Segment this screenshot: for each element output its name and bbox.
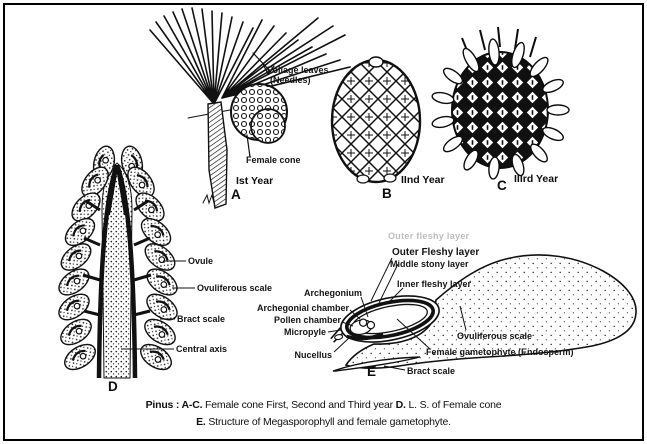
- label-ovule: Ovule: [188, 256, 214, 266]
- label-foliage-leaves-line1: Foliage leaves: [267, 65, 329, 75]
- panel-c-cone-drawing: [431, 27, 569, 179]
- label-middle-stony-layer: Middle stony layer: [390, 259, 469, 269]
- label-micropyle: Micropyle: [283, 327, 326, 337]
- panel-letter-c: C: [497, 178, 507, 193]
- panel-letter-b: B: [382, 186, 392, 201]
- label-archegonium: Archegonium: [303, 288, 362, 298]
- stem-base-stubs: [203, 195, 214, 203]
- label-iiird-year: IIIrd Year: [514, 173, 559, 185]
- label-ghost-outer-fleshy: Outer fleshy layer: [388, 231, 470, 241]
- label-needles-line2: (Needles): [270, 75, 311, 86]
- label-iind-year: IInd Year: [401, 174, 445, 186]
- caption-e-bold: E.: [196, 416, 206, 428]
- label-female-cone: Female cone: [246, 155, 301, 165]
- caption-text-1: Female cone First, Second and Third year: [202, 399, 396, 411]
- panel-letter-d: D: [108, 379, 118, 394]
- label-foliage-leaves: [267, 65, 329, 86]
- panel-letter-e: E: [367, 364, 377, 379]
- label-archegonial-chamber: Archegonial chamber: [256, 303, 349, 313]
- caption-d-bold: D.: [395, 399, 406, 411]
- panel-d-ls-cone-drawing: [54, 144, 195, 378]
- caption-line-2: [0, 414, 647, 431]
- caption-text-3: Structure of Megasporophyll and female gametophyte.: [205, 416, 451, 428]
- central-axis-column: [102, 163, 132, 378]
- label-outer-fleshy-layer: Outer Fleshy layer: [392, 247, 480, 258]
- label-nucellus: Nucellus: [294, 350, 332, 360]
- label-ist-year: Ist Year: [236, 175, 274, 187]
- label-bract-scale-d: Bract scale: [177, 314, 226, 324]
- branch-stem: [208, 102, 227, 208]
- caption-pinus-bold: Pinus : A-C.: [145, 399, 203, 411]
- label-central-axis: Central axis: [176, 344, 228, 354]
- label-bract-scale-e: Bract scale: [407, 366, 456, 376]
- label-female-gametophyte: Female gametophyte (Endosperm): [426, 347, 574, 357]
- label-pollen-chamber: Pollen chamber: [273, 315, 341, 325]
- caption-line-1: [0, 397, 647, 414]
- pine-needles-right: [222, 18, 350, 98]
- label-ovuliferous-scale-d: Ovuliferous scale: [197, 283, 273, 293]
- caption-text-2: L. S. of Female cone: [405, 399, 502, 411]
- panel-letter-a: A: [231, 187, 241, 202]
- label-ovuliferous-scale-e: Ovuliferous scale: [457, 331, 533, 341]
- young-female-cone-lobe: [251, 109, 285, 143]
- panel-b-cone-drawing: [332, 57, 420, 183]
- label-inner-fleshy-layer: Inner fleshy layer: [397, 279, 472, 289]
